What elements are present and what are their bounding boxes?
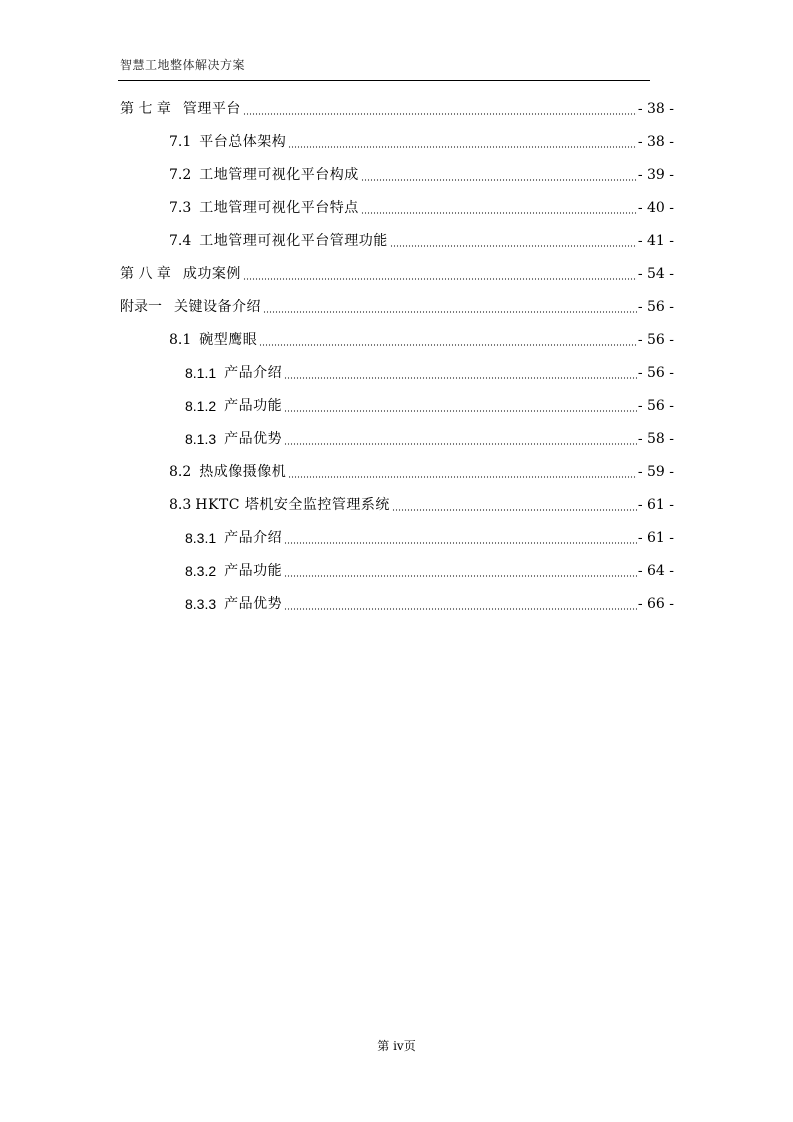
toc-entry-8-1-1[interactable] (185, 363, 674, 383)
toc-entry-title: 产品介绍 (224, 530, 283, 546)
toc-dot-leader (284, 608, 637, 610)
toc-entry-page: - 64 - (637, 563, 674, 579)
toc-entry-title: HKTC 塔机安全监控管理系统 (195, 497, 390, 513)
toc-entry-page: - 39 - (637, 167, 674, 183)
toc-entry-8-2[interactable] (169, 462, 674, 482)
toc-entry-title: 产品介绍 (224, 365, 283, 381)
toc-entry-number: 附录一 (120, 299, 162, 315)
toc-entry-number: 8.3.3 (185, 596, 217, 612)
toc-entry-page: - 38 - (637, 134, 674, 150)
toc-entry-page: - 66 - (637, 596, 674, 612)
toc-entry-chapter-7[interactable] (120, 99, 674, 119)
toc-entry-7-4[interactable] (169, 231, 674, 251)
toc-entry-number: 8.3.1 (185, 530, 217, 546)
toc-entry-title: 工地管理可视化平台特点 (199, 200, 359, 216)
toc-dot-leader (259, 344, 637, 346)
toc-entry-8-3-2[interactable] (185, 561, 674, 581)
toc-entry-number: 8.1 (169, 332, 192, 348)
toc-entry-page: - 56 - (637, 299, 674, 315)
toc-dot-leader (361, 179, 637, 181)
toc-entry-page: - 59 - (637, 464, 674, 480)
toc-dot-leader (288, 476, 637, 478)
toc-entry-page: - 61 - (637, 530, 674, 546)
toc-dot-leader (284, 542, 637, 544)
toc-entry-page: - 56 - (637, 332, 674, 348)
toc-dot-leader (263, 311, 637, 313)
toc-entry-page: - 58 - (637, 431, 674, 447)
toc-entry-chapter-8[interactable] (120, 264, 674, 284)
toc-entry-7-1[interactable] (169, 132, 674, 152)
toc-entry-number: 7.2 (169, 167, 192, 183)
toc-entry-number: 7.3 (169, 200, 192, 216)
toc-entry-number: 7.1 (169, 134, 192, 150)
toc-entry-title: 热成像摄像机 (199, 464, 287, 480)
toc-entry-title: 平台总体架构 (199, 134, 287, 150)
toc-dot-leader (392, 509, 637, 511)
toc-entry-page: - 41 - (637, 233, 674, 249)
toc-dot-leader (284, 443, 637, 445)
toc-entry-title: 成功案例 (182, 266, 241, 282)
toc-entry-number: 8.1.2 (185, 398, 217, 414)
page-number: 第 iv页 (377, 1039, 416, 1053)
toc-dot-leader (288, 146, 637, 148)
toc-entry-appendix-1[interactable] (120, 297, 674, 317)
toc-dot-leader (390, 245, 637, 247)
toc-dot-leader (284, 575, 637, 577)
toc-dot-leader (284, 410, 637, 412)
toc-entry-number: 7.4 (169, 233, 192, 249)
toc-dot-leader (243, 113, 637, 115)
toc-entry-title: 产品功能 (224, 563, 283, 579)
toc-entry-page: - 61 - (637, 497, 674, 513)
toc-entry-8-3-1[interactable] (185, 528, 674, 548)
toc-entry-number: 8.3.2 (185, 563, 217, 579)
toc-entry-title: 碗型鹰眼 (199, 332, 258, 348)
toc-entry-8-1[interactable] (169, 330, 674, 350)
header-rule (118, 80, 650, 81)
toc-entry-number: 8.3 (169, 497, 192, 513)
toc-entry-number: 8.1.1 (185, 365, 217, 381)
toc-entry-page: - 38 - (637, 101, 674, 117)
toc-entry-7-3[interactable] (169, 198, 674, 218)
toc-entry-page: - 40 - (637, 200, 674, 216)
toc-entry-number: 8.2 (169, 464, 192, 480)
toc-entry-8-3-3[interactable] (185, 594, 674, 614)
toc-dot-leader (243, 278, 637, 280)
toc-entry-page: - 56 - (637, 365, 674, 381)
toc-entry-title: 关键设备介绍 (174, 299, 261, 315)
toc-entry-number: 第 八 章 (120, 266, 171, 282)
toc-entry-title: 工地管理可视化平台管理功能 (199, 233, 388, 249)
toc-entry-page: - 56 - (637, 398, 674, 414)
toc-entry-7-2[interactable] (169, 165, 674, 185)
toc-entry-8-3[interactable] (169, 495, 674, 515)
page-header: 智慧工地整体解决方案 (120, 58, 246, 72)
toc-entry-title: 管理平台 (182, 101, 241, 117)
toc-entry-title: 产品优势 (224, 431, 283, 447)
toc-entry-title: 产品优势 (224, 596, 283, 612)
toc-entry-8-1-3[interactable] (185, 429, 674, 449)
toc-entry-title: 工地管理可视化平台构成 (199, 167, 359, 183)
toc-entry-title: 产品功能 (224, 398, 283, 414)
toc-entry-page: - 54 - (637, 266, 674, 282)
toc-entry-number: 8.1.3 (185, 431, 217, 447)
toc-entry-8-1-2[interactable] (185, 396, 674, 416)
toc-dot-leader (284, 377, 637, 379)
toc-entry-number: 第 七 章 (120, 101, 171, 117)
toc-dot-leader (361, 212, 637, 214)
